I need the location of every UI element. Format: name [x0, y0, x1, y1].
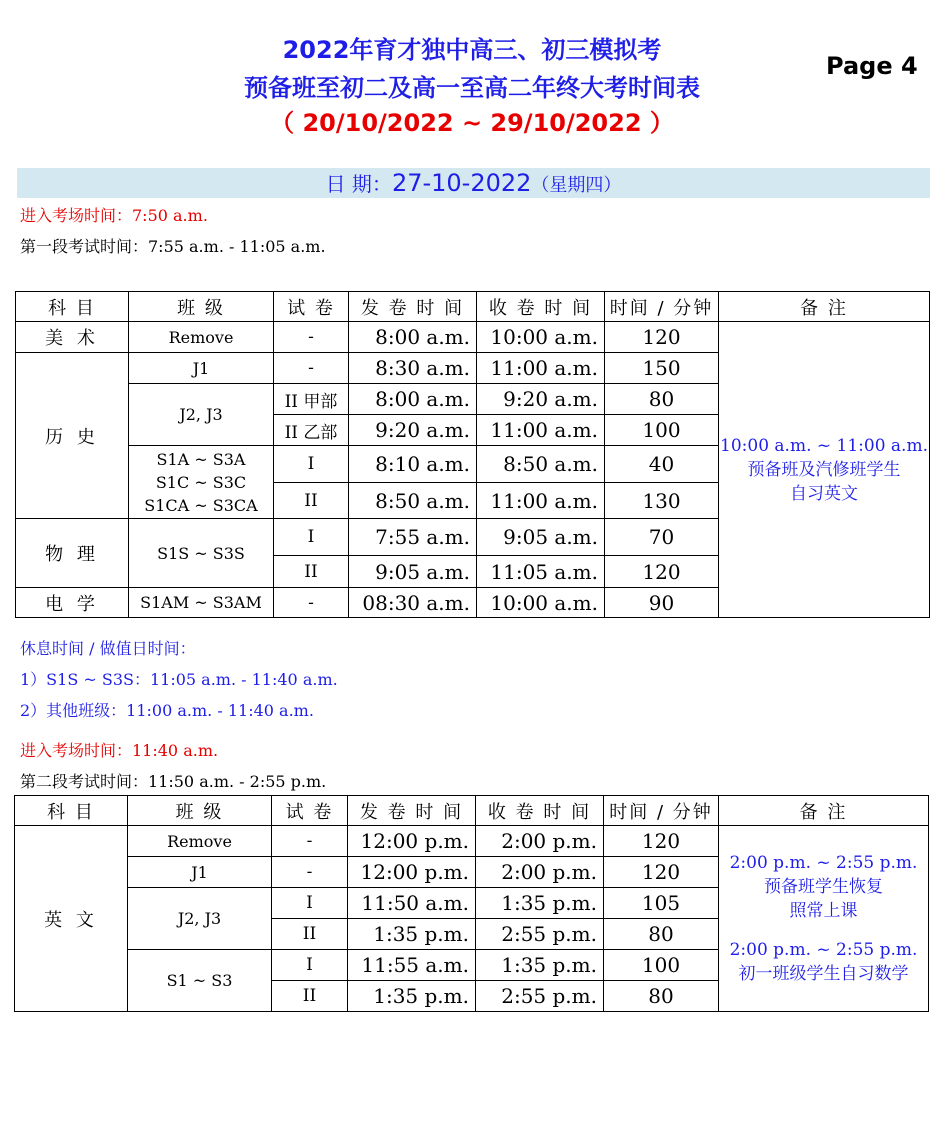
title-line-2: 预备班至初二及高一至高二年终大考时间表 [244, 74, 700, 102]
start-time: 11:50 a.m. [348, 888, 476, 919]
date-range: （ 20/10/2022 ~ 29/10/2022 ） [270, 109, 674, 137]
minutes-cell: 80 [604, 919, 719, 950]
remark-line: 初一班级学生自习数学 [738, 964, 909, 984]
end-time: 8:50 a.m. [477, 446, 605, 483]
minutes-cell: 120 [605, 322, 719, 353]
remark-line: 预备班学生恢复 [764, 877, 883, 897]
class-cell: J2, J3 [129, 384, 274, 446]
class-line: S1CA ~ S3CA [144, 495, 258, 515]
subject-cell: 美 术 [16, 322, 129, 353]
remark-line: 预备班及汽修班学生 [747, 459, 901, 480]
minutes-cell: 130 [605, 483, 719, 519]
table-header [16, 292, 930, 322]
end-time: 10:00 a.m. [477, 588, 605, 618]
start-time: 8:00 a.m. [349, 384, 477, 415]
start-time: 12:00 p.m. [348, 857, 476, 888]
paper-cell: I [274, 446, 349, 483]
paper-cell: - [272, 857, 348, 888]
title-line-1: 2022年育才独中高三、初三模拟考 [282, 36, 662, 64]
col-start: 发 卷 时 间 [348, 796, 476, 826]
minutes-cell: 120 [605, 556, 719, 588]
minutes-cell: 100 [605, 415, 719, 446]
exam-table-2 [14, 795, 929, 1012]
class-cell: S1S ~ S3S [129, 519, 274, 588]
break-item-2: 2）其他班级：11:00 a.m. - 11:40 a.m. [20, 701, 314, 720]
col-class: 班 级 [128, 796, 272, 826]
remark-line: 10:00 a.m. ~ 11:00 a.m. [720, 435, 928, 456]
end-time: 9:20 a.m. [477, 384, 605, 415]
class-cell: J2, J3 [128, 888, 272, 950]
remark-line: 2:00 p.m. ~ 2:55 p.m. [729, 940, 918, 960]
class-cell [129, 446, 274, 519]
col-remarks: 备 注 [719, 292, 930, 322]
remarks-cell [719, 322, 930, 618]
session1-entry: 进入考场时间：7:50 a.m. [20, 206, 208, 225]
col-paper: 试 卷 [274, 292, 349, 322]
col-subject: 科 目 [16, 292, 129, 322]
session2-period: 第二段考试时间：11:50 a.m. - 2:55 p.m. [20, 772, 327, 791]
paper-cell: II [274, 556, 349, 588]
remark-line: 自习英文 [790, 483, 858, 504]
start-time: 8:00 a.m. [349, 322, 477, 353]
remark-spacer [719, 923, 928, 938]
subject-cell: 英 文 [15, 826, 128, 1012]
paper-cell: - [272, 826, 348, 857]
subject-cell: 物 理 [16, 519, 129, 588]
col-end: 收 卷 时 间 [477, 292, 605, 322]
start-time: 1:35 p.m. [348, 919, 476, 950]
end-time: 11:00 a.m. [477, 353, 605, 384]
paper-cell: I [272, 950, 348, 981]
minutes-cell: 90 [605, 588, 719, 618]
break-title: 休息时间 / 做值日时间： [20, 639, 196, 658]
start-time: 9:05 a.m. [349, 556, 477, 588]
weekday: （星期四） [531, 175, 622, 196]
date-label: 日 期： [325, 172, 392, 196]
paper-cell: - [274, 588, 349, 618]
start-time: 8:10 a.m. [349, 446, 477, 483]
class-cell: Remove [129, 322, 274, 353]
end-time: 11:05 a.m. [477, 556, 605, 588]
start-time: 8:30 a.m. [349, 353, 477, 384]
paper-cell: II 甲部 [274, 384, 349, 415]
col-paper: 试 卷 [272, 796, 348, 826]
col-start: 发 卷 时 间 [349, 292, 477, 322]
start-time: 9:20 a.m. [349, 415, 477, 446]
col-remarks: 备 注 [719, 796, 929, 826]
class-cell: S1AM ~ S3AM [129, 588, 274, 618]
end-time: 2:00 p.m. [476, 826, 604, 857]
start-time: 11:55 a.m. [348, 950, 476, 981]
end-time: 2:55 p.m. [476, 981, 604, 1012]
page-number: Page 4 [826, 52, 918, 80]
paper-cell: II [272, 919, 348, 950]
minutes-cell: 120 [604, 857, 719, 888]
end-time: 10:00 a.m. [477, 322, 605, 353]
end-time: 2:55 p.m. [476, 919, 604, 950]
remarks-cell [719, 826, 929, 1012]
paper-cell: I [272, 888, 348, 919]
minutes-cell: 80 [604, 981, 719, 1012]
table-header [15, 796, 929, 826]
class-cell: S1 ~ S3 [128, 950, 272, 1012]
end-time: 1:35 p.m. [476, 950, 604, 981]
date-value: 27-10-2022 [391, 169, 532, 197]
class-line: S1C ~ S3C [155, 472, 247, 492]
start-time: 8:50 a.m. [349, 483, 477, 519]
col-class: 班 级 [129, 292, 274, 322]
end-time: 11:00 a.m. [477, 483, 605, 519]
subject-cell: 电 学 [16, 588, 129, 618]
start-time: 1:35 p.m. [348, 981, 476, 1012]
col-subject: 科 目 [15, 796, 128, 826]
table-row [15, 826, 929, 857]
minutes-cell: 100 [604, 950, 719, 981]
paper-cell: II [274, 483, 349, 519]
minutes-cell: 80 [605, 384, 719, 415]
class-cell: J1 [129, 353, 274, 384]
end-time: 9:05 a.m. [477, 519, 605, 556]
session1-period: 第一段考试时间：7:55 a.m. - 11:05 a.m. [20, 237, 326, 256]
class-line: S1A ~ S3A [156, 449, 246, 469]
class-cell: J1 [128, 857, 272, 888]
break-item-1: 1）S1S ~ S3S：11:05 a.m. - 11:40 a.m. [20, 670, 338, 689]
paper-cell: - [274, 353, 349, 384]
end-time: 11:00 a.m. [477, 415, 605, 446]
end-time: 2:00 p.m. [476, 857, 604, 888]
paper-cell: - [274, 322, 349, 353]
col-minutes: 时间 / 分钟 [605, 292, 719, 322]
minutes-cell: 120 [604, 826, 719, 857]
paper-cell: II [272, 981, 348, 1012]
subject-cell: 历 史 [16, 353, 129, 519]
class-cell: Remove [128, 826, 272, 857]
paper-cell: II 乙部 [274, 415, 349, 446]
col-minutes: 时间 / 分钟 [604, 796, 719, 826]
exam-table-1 [15, 291, 930, 618]
remark-line: 2:00 p.m. ~ 2:55 p.m. [729, 853, 918, 873]
session2-entry: 进入考场时间：11:40 a.m. [20, 741, 219, 760]
start-time: 08:30 a.m. [349, 588, 477, 618]
minutes-cell: 105 [604, 888, 719, 919]
minutes-cell: 150 [605, 353, 719, 384]
col-end: 收 卷 时 间 [476, 796, 604, 826]
end-time: 1:35 p.m. [476, 888, 604, 919]
remark-line: 照常上课 [789, 901, 858, 921]
minutes-cell: 40 [605, 446, 719, 483]
start-time: 12:00 p.m. [348, 826, 476, 857]
table-row [16, 322, 930, 353]
date-bar [17, 168, 930, 198]
paper-cell: I [274, 519, 349, 556]
start-time: 7:55 a.m. [349, 519, 477, 556]
minutes-cell: 70 [605, 519, 719, 556]
